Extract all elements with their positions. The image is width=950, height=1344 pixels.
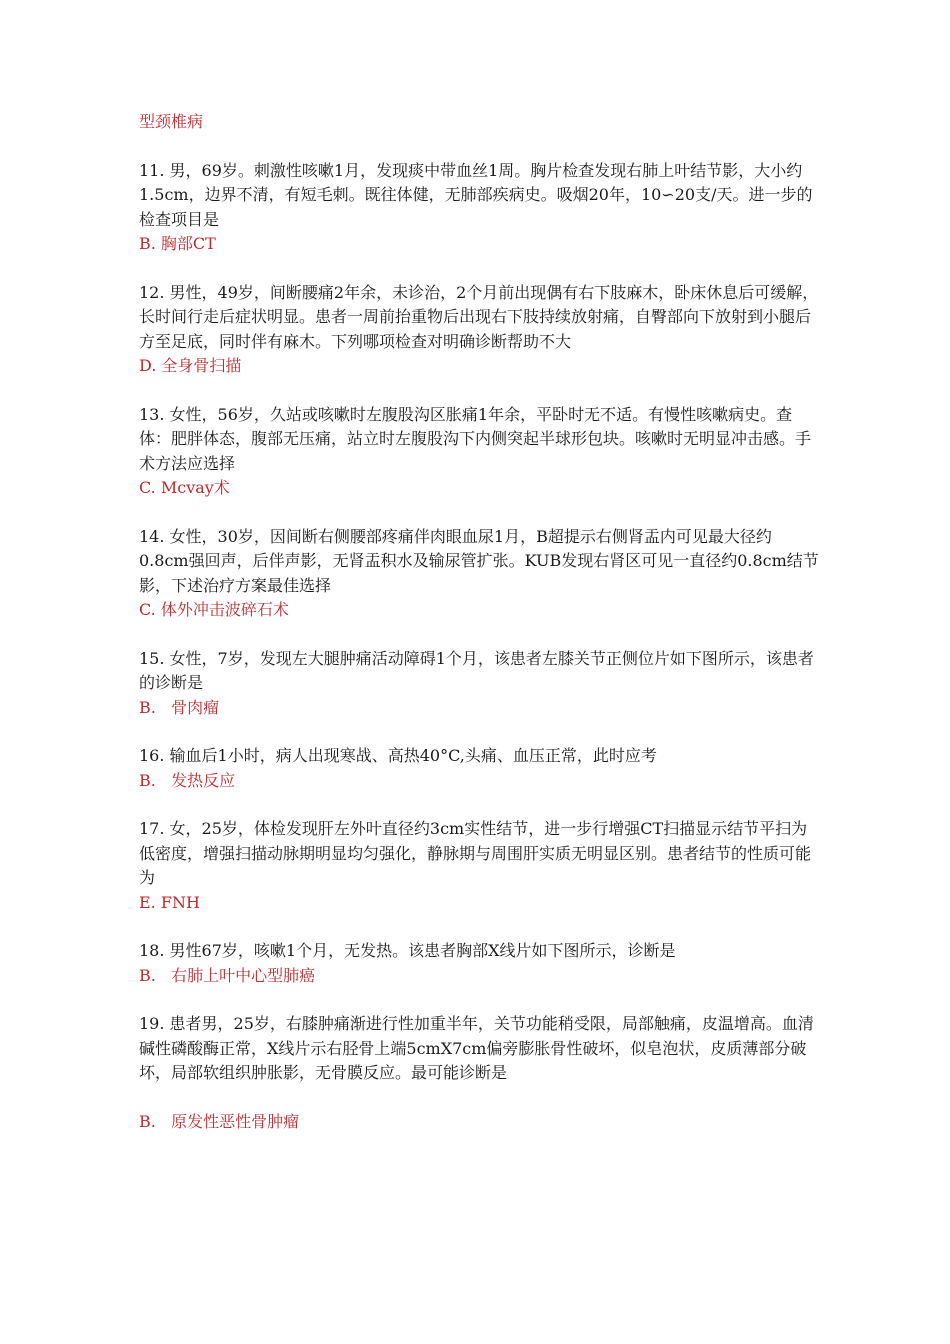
question-text: 19. 患者男，25岁，右膝肿痛渐进行性加重半年，关节功能稍受限，局部触痛，皮温增高。血清碱性磷酸酶正常，X线片示右胫骨上端5cmX7cm偏旁膨胀骨性破坏，似皂泡状，皮质薄部分破坏，局部软组织肿胀影，无骨膜反应。最可能诊断是 bbox=[139, 1014, 814, 1082]
answer-text: B. 骨肉瘤 bbox=[139, 697, 220, 717]
answer-text: B. 右肺上叶中心型肺癌 bbox=[139, 965, 316, 985]
question-list bbox=[139, 110, 819, 1158]
question-item-14 bbox=[139, 525, 819, 623]
answer-text: B. 原发性恶性骨肿瘤 bbox=[139, 1111, 300, 1131]
question-item-19 bbox=[139, 1012, 819, 1134]
lead-answer-text: 型颈椎病 bbox=[139, 112, 204, 131]
question-text: 17. 女，25岁，体检发现肝左外叶直径约3cm实性结节，进一步行增强CT扫描显示结节平扫为低密度，增强扫描动脉期明显均匀强化，静脉期与周围肝实质无明显区别。患者结节的性质可能为 bbox=[139, 819, 812, 887]
answer-text: B. 发热反应 bbox=[139, 770, 236, 790]
answer-text: D. 全身骨扫描 bbox=[139, 356, 242, 375]
question-text: 11. 男，69岁。刺激性咳嗽1月，发现痰中带血丝1周。胸片检查发现右肺上叶结节影，大小约1.5cm，边界不清，有短毛刺。既往体健，无肺部疾病史。吸烟20年，10∽20支/天。进一步的检查项目是 bbox=[139, 160, 813, 229]
question-item-11 bbox=[139, 159, 819, 257]
question-item-13 bbox=[139, 403, 819, 501]
question-text: 14. 女性，30岁，因间断右侧腰部疼痛伴肉眼血尿1月，B超提示右侧肾盂内可见最大径约0.8cm强回声，后伴声影，无肾盂积水及输尿管扩张。KUB发现右肾区可见一直径约0.8cm结节影，下述治疗方案最佳选择 bbox=[139, 526, 819, 595]
question-item-17 bbox=[139, 817, 819, 915]
answer-text: B. 胸部CT bbox=[139, 234, 216, 253]
question-text: 13. 女性，56岁，久站或咳嗽时左腹股沟区胀痛1年余，平卧时无不适。有慢性咳嗽病史。查体：肥胖体态，腹部无压痛，站立时左腹股沟下内侧突起半球形包块。咳嗽时无明显冲击感。手术方法应选择 bbox=[139, 404, 812, 473]
answer-text: E. FNH bbox=[139, 892, 200, 912]
question-text: 12. 男性，49岁，间断腰痛2年余，未诊治，2个月前出现偶有右下肢麻木，卧床休息后可缓解，长时间行走后症状明显。患者一周前抬重物后出现右下肢持续放射痛，自臀部向下放射到小腿后方至足底，同时伴有麻木。下列哪项检查对明确诊断帮助不大 bbox=[139, 282, 819, 351]
question-text: 15. 女性，7岁，发现左大腿肿痛活动障碍1个月，该患者左膝关节正侧位片如下图所示，该患者的诊断是 bbox=[139, 648, 814, 692]
question-item-15 bbox=[139, 647, 819, 721]
question-item-18 bbox=[139, 939, 819, 988]
question-item-16 bbox=[139, 744, 819, 793]
question-text: 16. 输血后1小时，病人出现寒战、高热40°C,头痛、血压正常，此时应考 bbox=[139, 746, 657, 765]
question-text: 18. 男性67岁，咳嗽1个月，无发热。该患者胸部X线片如下图所示，诊断是 bbox=[139, 941, 676, 960]
answer-text: C. Mcvay术 bbox=[139, 478, 230, 497]
answer-text: C. 体外冲击波碎石术 bbox=[139, 600, 289, 619]
question-item-12 bbox=[139, 281, 819, 379]
